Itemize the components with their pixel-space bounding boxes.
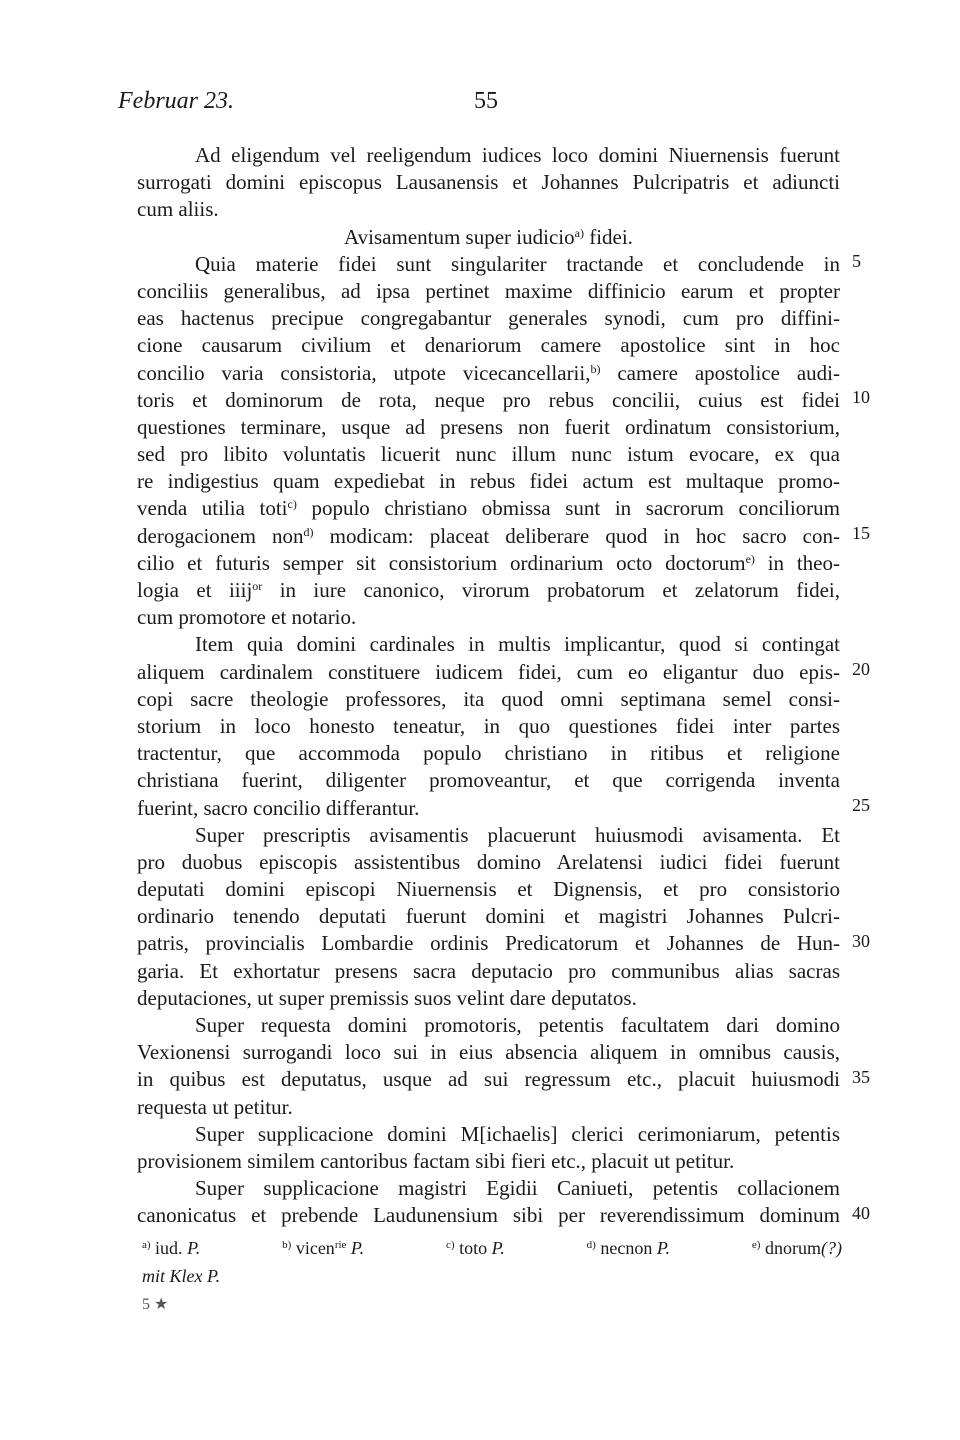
text-line: storium in loco honesto teneatur, in quo questiones fidei inter partes [137, 713, 840, 738]
footnote-c: $^{c)}$ toto P. [446, 1238, 505, 1258]
page-header [118, 88, 838, 124]
text-line: toris et dominorum de rota, neque pro rebus concilii, cuius est fidei [137, 387, 840, 412]
footnote-mark: c) [287, 497, 297, 512]
text-line: requesta ut petitur. [137, 1094, 293, 1119]
superscript: or [252, 579, 263, 593]
text-line: questiones terminare, usque ad presens non fuerit ordinatum consistorium, [137, 414, 840, 439]
text-line: Super supplicacione magistri Egidii Caniueti, petentis collacionem [195, 1176, 840, 1201]
line-number: 20 [852, 658, 870, 679]
text-line: derogacionem non$^{d)}$ modicam: placeat deliberare quod in hoc sacro con- [137, 523, 840, 548]
text-line: ordinario tenendo deputati fuerunt domini et magistri Johannes Pulcri- [137, 904, 840, 929]
text-line: canonicatus et prebende Laudunensium sibi per reverendissimum dominum [137, 1203, 840, 1228]
text-line: garia. Et exhortatur presens sacra deputacio pro communibus alias sacras [137, 958, 840, 983]
section-heading: Avisamentum super iudicio$^{a)}$ fidei. [344, 224, 633, 249]
text-line: sed pro libito voluntatis licuerit nunc illum nunc istum evocare, ex qua [137, 442, 840, 467]
line-number: 30 [852, 930, 870, 951]
text-line: deputaciones, ut super premissis suos velint dare deputatos. [137, 985, 637, 1010]
text-line: concilio varia consistoria, utpote vicecancellarii,$^{b)}$ camere apostolice audi- [137, 360, 840, 385]
text-line: provisionem similem cantoribus factam sibi fieri etc., placuit ut petitur. [137, 1148, 735, 1173]
text-line: cione causarum civilium et denariorum camere apostolice sint in hoc [137, 333, 840, 358]
text-line: patris, provincialis Lombardie ordinis Predicatorum et Johannes de Hun- [137, 931, 840, 956]
footnote-mark: b) [590, 361, 601, 376]
text-line: tractentur, que accommoda populo christiano in ritibus et religione [137, 741, 840, 766]
footnote-mark: e) [745, 551, 755, 566]
text-line: surrogati domini episcopus Lausanensis et Johannes Pulcripatris et adiuncti [137, 170, 840, 195]
text-line: Ad eligendum vel reeligendum iudices loco domini Niuernensis fuerunt [195, 143, 840, 167]
text-line: cum promotore et notario. [137, 605, 357, 630]
main-text [137, 142, 840, 1230]
footnote-d: $^{d)}$ necnon P. [586, 1238, 671, 1258]
signature-mark: 5 ★ [142, 1296, 169, 1313]
text-line: christiana fuerint, diligenter promoveantur, et que corrigenda inventa [137, 768, 840, 793]
running-head: Februar 23. [118, 88, 234, 114]
text-line: logia et iiij$^{or}$ in iure canonico, virorum probatorum et zelatorum fidei, [137, 578, 841, 602]
text-line: Super requesta domini promotoris, petentis facultatem dari domino [195, 1013, 840, 1037]
line-number: 40 [852, 1202, 870, 1223]
text-line: venda utilia toti$^{c)}$ populo christiano obmissa sunt in sacrorum conciliorum [137, 496, 840, 521]
text-line: re indigestius quam expediebat in rebus fidei actum est multaque promo- [137, 469, 840, 494]
page-number: 55 [474, 88, 498, 114]
footnote-row [142, 1238, 842, 1266]
line-number: 15 [852, 522, 870, 543]
text-line: in quibus est deputatus, usque ad sui regressum etc., placuit huiusmodi [137, 1067, 840, 1092]
line-number: 35 [852, 1066, 870, 1087]
footnote-b: $^{b)}$ vicen$^{rie}$ P. [282, 1238, 365, 1258]
text-line: deputati domini episcopi Niuernensis et Dignensis, et pro consistorio [137, 877, 840, 902]
footnote-mark: d) [303, 524, 314, 539]
text-line: aliquem cardinalem constituere iudicem fidei, cum eo eligantur duo epis- [137, 659, 840, 684]
text-line: conciliis generalibus, ad ipsa pertinet maxime diffinicio earum et propter [137, 278, 840, 303]
footnote-continuation: mit Klex P. [142, 1266, 221, 1286]
text-line: eas hactenus precipue congregabantur generales synodi, cum pro diffini- [137, 306, 840, 331]
text-line: Vexionensi surrogandi loco sui in eius absencia aliquem in omnibus causis, [137, 1040, 840, 1065]
text-line: Super supplicacione domini M[ichaelis] clerici cerimoniarum, petentis [195, 1121, 840, 1146]
text-line: Item quia domini cardinales in multis implicantur, quod si contingat [195, 632, 840, 657]
line-number: 10 [852, 386, 870, 407]
footnote-e: $^{e)}$ dnorum(?) [751, 1238, 842, 1258]
line-number: 25 [852, 794, 870, 815]
text-line: cilio et futuris semper sit consistorium ordinarium octo doctorum$^{e)}$ in theo- [137, 550, 840, 575]
footnote-mark: a) [574, 225, 584, 240]
text-line: copi sacre theologie professores, ita quod omni septimana semel consi- [137, 686, 840, 711]
line-number: 5 [852, 250, 861, 271]
text-line: fuerint, sacro concilio differantur. [137, 795, 420, 820]
footnote-a: $^{a)}$ iud. P. [142, 1238, 201, 1258]
text-line: pro duobus episcopis assistentibus domino Arelatensi iudici fidei fuerunt [137, 849, 840, 874]
text-line: Super prescriptis avisamentis placuerunt huiusmodi avisamenta. Et [195, 822, 840, 847]
footnotes [142, 1238, 842, 1318]
text-line: Quia materie fidei sunt singulariter tractande et concludende in [195, 251, 840, 276]
text-line: cum aliis. [137, 197, 219, 222]
